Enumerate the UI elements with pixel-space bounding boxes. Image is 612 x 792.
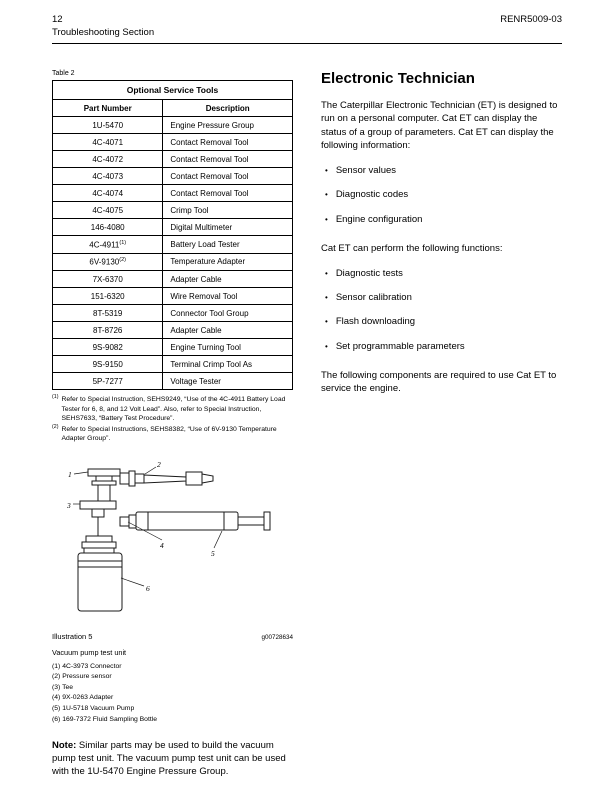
part-number: 4C-4071 (92, 137, 124, 147)
part-description: Adapter Cable (163, 322, 293, 339)
callout-3: 3 (67, 500, 71, 510)
table-row (53, 271, 293, 288)
footnote (52, 395, 293, 424)
footnote (52, 425, 293, 444)
part-description: Terminal Crimp Tool As (163, 356, 293, 373)
part-description: Adapter Cable (163, 271, 293, 288)
bullet-text: Diagnostic tests (335, 267, 403, 279)
table-row (53, 202, 293, 219)
bullet-item (321, 189, 562, 202)
part-description: Digital Multimeter (163, 219, 293, 236)
bullet-item (321, 316, 562, 329)
part-number: 9S-9082 (92, 342, 123, 352)
part-number: 1U-5470 (92, 120, 124, 130)
illustration-caption: Vacuum pump test unit (52, 647, 127, 657)
note-text: Similar parts may be used to build the vacuum pump test unit. The vacuum pump test unit can be used with the 1U-5470 Engine Pressure Group. (52, 740, 286, 778)
optional-service-tools-table (52, 80, 293, 390)
footnote-text: Refer to Special Instructions, SEHS8382, “Use of 6V-9130 Temperature Adapter Group”. (61, 425, 277, 443)
table-row (53, 236, 293, 254)
part-number: 4C-4073 (92, 171, 124, 181)
bullet-item (321, 292, 562, 305)
part-description: Contact Removal Tool (163, 168, 293, 185)
table-row (53, 117, 293, 134)
table-row (53, 356, 293, 373)
bullet-text: Flash downloading (335, 316, 416, 328)
part-description: Contact Removal Tool (163, 151, 293, 168)
paragraph-intro: The Caterpillar Electronic Technician (ET) is designed to run on a personal computer. Cat ET can display the status of a group of parameters. Cat ET can display the following information: (321, 100, 558, 151)
sampling-bottle-part (78, 536, 122, 611)
bullet-icon: • (325, 293, 328, 303)
note-label: Note: (52, 740, 77, 752)
tee-part (80, 501, 116, 536)
part-description: Battery Load Tester (163, 236, 293, 254)
bullet-item (321, 341, 562, 354)
left-column (52, 70, 293, 778)
part-number: 151-6320 (90, 291, 125, 301)
table-row (53, 219, 293, 236)
part-number: 9S-9150 (92, 359, 123, 369)
bullet-text: Sensor values (335, 165, 397, 177)
functions-bullet-list (321, 268, 562, 354)
part-number: 5P-7277 (92, 376, 123, 386)
bullet-icon: • (325, 166, 328, 176)
part-number: 146-4080 (90, 222, 125, 232)
part-description: Connector Tool Group (163, 305, 293, 322)
part-number: 8T-5319 (93, 308, 123, 318)
page-header (52, 14, 562, 25)
table-row (53, 322, 293, 339)
callout-5: 5 (211, 548, 215, 558)
note-paragraph (52, 739, 293, 778)
part-number: 4C-4911 (89, 240, 120, 250)
bullet-item (321, 214, 562, 227)
col-header-description: Description (163, 100, 293, 117)
footnote-text: Refer to Special Instruction, SEHS9249, “Use of the 4C-4911 Battery Load Tester for 6, 8, and 12 Volt Lead”. Also, refer to Special Instruction, SEHS7633, “Battery Test Procedure”. (61, 396, 286, 423)
part-description: Engine Turning Tool (163, 339, 293, 356)
footnote-ref: (1) (119, 239, 127, 246)
right-column (321, 70, 562, 778)
table-row (53, 134, 293, 151)
bullet-text: Engine configuration (335, 213, 423, 225)
col-header-part-number: Part Number (53, 100, 163, 117)
parts-list-item: (3) Tee (52, 683, 74, 691)
table-row (53, 168, 293, 185)
bullet-icon: • (325, 317, 328, 327)
part-description: Voltage Tester (163, 373, 293, 390)
part-number: 4C-4072 (92, 154, 124, 164)
callout-4: 4 (160, 540, 164, 550)
illustration-code: g00728634 (261, 633, 293, 641)
section-heading: Electronic Technician (321, 70, 475, 87)
part-number: 8T-8726 (93, 325, 123, 335)
table-row (53, 373, 293, 390)
part-number: 4C-4074 (92, 188, 124, 198)
bullet-icon: • (325, 341, 328, 351)
parts-list-item: (5) 1U-5718 Vacuum Pump (52, 705, 135, 713)
parts-list-item: (6) 169-7372 Fluid Sampling Bottle (52, 715, 158, 723)
illustration-figure (52, 460, 293, 628)
page-number: 12 (52, 14, 63, 25)
footnote-ref: (2) (119, 257, 126, 264)
part-description: Contact Removal Tool (163, 134, 293, 151)
bullet-text: Set programmable parameters (335, 340, 465, 352)
part-description: Engine Pressure Group (163, 117, 293, 134)
callout-6: 6 (146, 583, 150, 593)
table-row (53, 288, 293, 305)
parts-list-item: (2) Pressure sensor (52, 673, 112, 681)
illustration-label: Illustration 5 (52, 631, 93, 641)
part-description: Contact Removal Tool (163, 185, 293, 202)
bullet-item (321, 268, 562, 281)
bullet-icon: • (325, 214, 328, 224)
table-row (53, 305, 293, 322)
document-code: RENR5009-03 (500, 14, 562, 25)
table-row (53, 185, 293, 202)
table-row (53, 151, 293, 168)
footnote-marker: (2) (52, 423, 59, 430)
adapter-part (120, 515, 136, 528)
illustration-parts-list (52, 662, 293, 725)
connector-part (88, 469, 120, 501)
paragraph-functions: Cat ET can perform the following functions: (321, 242, 503, 254)
part-description: Temperature Adapter (163, 253, 293, 271)
bullet-text: Sensor calibration (335, 292, 412, 304)
footnote-marker: (1) (52, 394, 59, 401)
table-label: Table 2 (52, 70, 75, 77)
part-description: Wire Removal Tool (163, 288, 293, 305)
bullet-item (321, 165, 562, 178)
paragraph-components: The following components are required to use Cat ET to service the engine. (321, 369, 557, 394)
callout-2: 2 (157, 459, 161, 469)
callout-1: 1 (68, 469, 72, 479)
parts-list-item: (4) 9X-0263 Adapter (52, 694, 114, 702)
table-row (53, 339, 293, 356)
pressure-sensor-part (120, 471, 213, 486)
table-title: Optional Service Tools (53, 81, 293, 100)
bullet-text: Diagnostic codes (335, 189, 409, 201)
bullet-icon: • (325, 268, 328, 278)
section-title: Troubleshooting Section (52, 27, 562, 44)
table-row (53, 253, 293, 271)
part-number: 7X-6370 (92, 274, 123, 284)
vacuum-pump-illustration (64, 460, 280, 624)
table-footnotes (52, 395, 293, 444)
parts-list-item: (1) 4C-3973 Connector (52, 662, 122, 670)
bullet-icon: • (325, 190, 328, 200)
information-bullet-list (321, 165, 562, 226)
part-number: 4C-4075 (92, 205, 124, 215)
part-number: 6V-9130 (89, 257, 120, 267)
vacuum-pump-part (136, 512, 270, 530)
part-description: Crimp Tool (163, 202, 293, 219)
